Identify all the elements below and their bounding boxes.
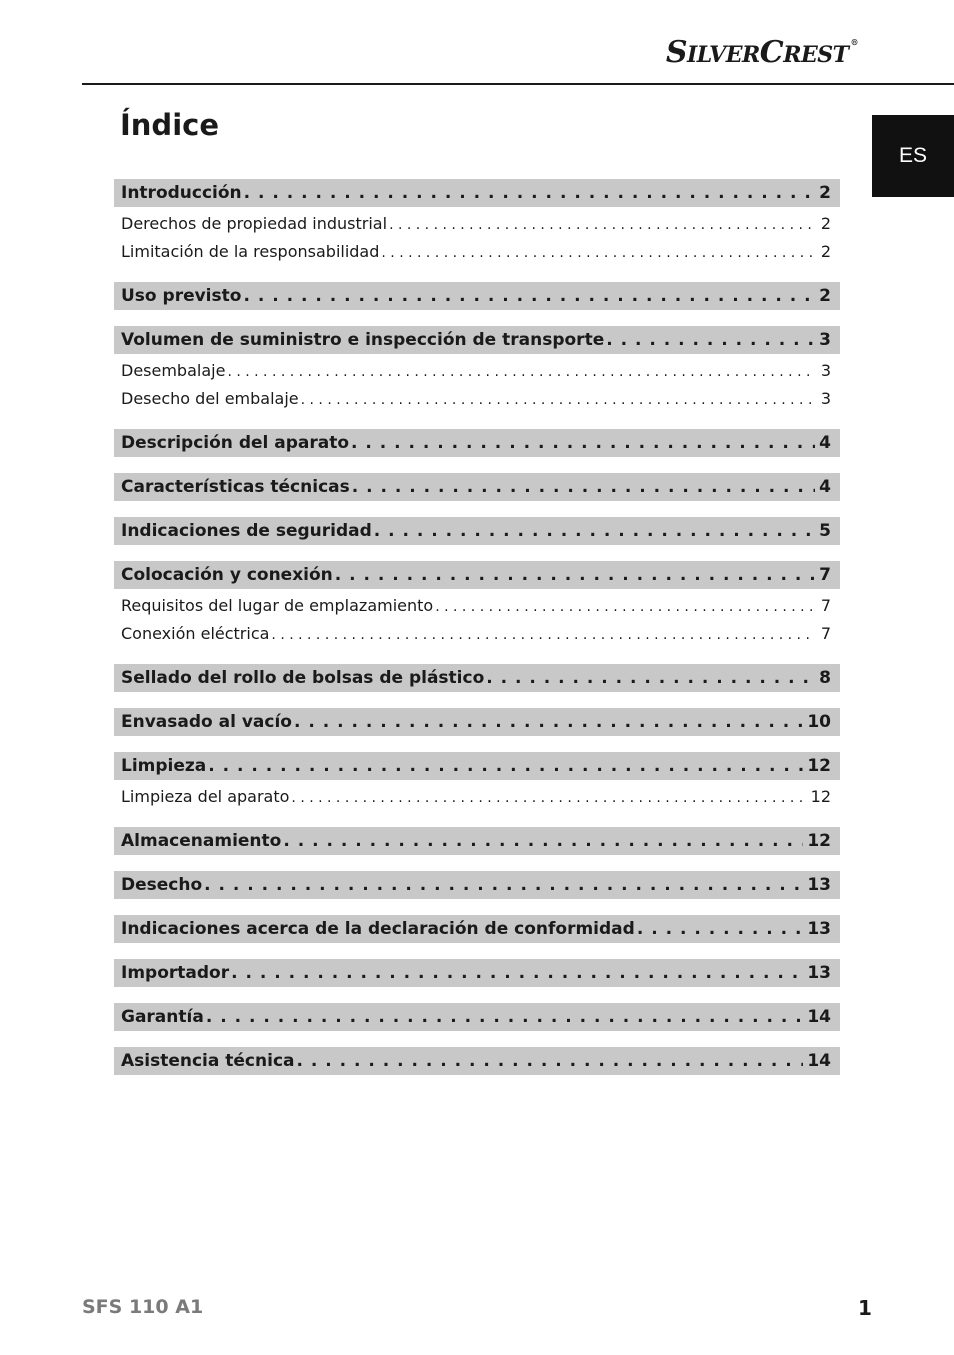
toc-section[interactable] (114, 282, 840, 310)
dot-leader (244, 179, 816, 207)
toc-subsection-page: 2 (820, 214, 831, 233)
toc-section-page: 3 (819, 330, 831, 350)
toc-subsection-page: 12 (810, 787, 831, 806)
toc-subsection[interactable] (114, 357, 840, 385)
section-gap (114, 310, 840, 326)
toc-subsection-page: 3 (820, 361, 831, 380)
toc-subsection-label: Limpieza del aparato (121, 787, 290, 806)
section-gap (114, 943, 840, 959)
toc-section-label: Introducción (121, 183, 242, 203)
table-of-contents (114, 179, 840, 1075)
toc-subsection-label: Derechos de propiedad industrial (121, 214, 388, 233)
toc-section-label: Sellado del rollo de bolsas de plástico (121, 668, 485, 688)
page-title: Índice (120, 108, 219, 142)
dot-leader (297, 1047, 804, 1075)
language-tab: ES (872, 115, 954, 197)
section-gap (114, 736, 840, 752)
dot-leader (389, 211, 813, 238)
toc-subsection-label: Conexión eléctrica (121, 624, 270, 643)
toc-section-label: Descripción del aparato (121, 433, 350, 453)
silvercrest-logo: SILVERCREST ® (665, 35, 858, 70)
toc-section[interactable] (114, 915, 840, 943)
toc-section-page: 14 (807, 1007, 831, 1027)
toc-section-page: 13 (807, 963, 831, 983)
toc-section-label: Indicaciones de seguridad (121, 521, 372, 541)
toc-subsection-label: Requisitos del lugar de emplazamiento (121, 596, 434, 615)
toc-section[interactable] (114, 664, 840, 692)
toc-section-label: Garantía (121, 1007, 204, 1027)
toc-section[interactable] (114, 429, 840, 457)
toc-section-page: 4 (819, 477, 831, 497)
toc-section-label: Asistencia técnica (121, 1051, 295, 1071)
dot-leader (637, 915, 804, 943)
dot-leader (294, 708, 803, 736)
dot-leader (301, 386, 813, 413)
toc-section-label: Almacenamiento (121, 831, 282, 851)
footer-page-number: 1 (858, 1296, 872, 1320)
toc-section[interactable] (114, 959, 840, 987)
dot-leader (352, 473, 815, 501)
toc-section[interactable] (114, 752, 840, 780)
dot-leader (435, 593, 813, 620)
toc-section-page: 7 (819, 565, 831, 585)
toc-section[interactable] (114, 517, 840, 545)
toc-section-label: Indicaciones acerca de la declaración de conformidad (121, 919, 635, 939)
dot-leader (208, 752, 803, 780)
section-gap (114, 811, 840, 827)
section-gap (114, 899, 840, 915)
toc-subsection-page: 7 (820, 596, 831, 615)
toc-section-page: 4 (819, 433, 831, 453)
toc-section[interactable] (114, 179, 840, 207)
dot-leader (227, 358, 812, 385)
toc-subsection-page: 3 (820, 389, 831, 408)
toc-section[interactable] (114, 871, 840, 899)
toc-section[interactable] (114, 561, 840, 589)
dot-leader (204, 871, 803, 899)
toc-subsection-page: 2 (820, 242, 831, 261)
toc-section-page: 2 (819, 286, 831, 306)
toc-subsection[interactable] (114, 620, 840, 648)
dot-leader (381, 239, 812, 266)
section-gap (114, 545, 840, 561)
toc-subsection-label: Limitación de la responsabilidad (121, 242, 380, 261)
header-rule (82, 83, 954, 85)
dot-leader (231, 959, 803, 987)
toc-subsection[interactable] (114, 210, 840, 238)
section-gap (114, 457, 840, 473)
toc-section[interactable] (114, 473, 840, 501)
section-gap (114, 501, 840, 517)
toc-section-page: 13 (807, 875, 831, 895)
toc-section-page: 14 (807, 1051, 831, 1071)
toc-section-label: Importador (121, 963, 230, 983)
section-gap (114, 855, 840, 871)
dot-leader (351, 429, 815, 457)
toc-section-label: Limpieza (121, 756, 207, 776)
dot-leader (283, 827, 803, 855)
section-gap (114, 266, 840, 282)
toc-subsection[interactable] (114, 238, 840, 266)
toc-section-page: 12 (807, 756, 831, 776)
dot-leader (243, 282, 815, 310)
dot-leader (335, 561, 815, 589)
toc-section-label: Uso previsto (121, 286, 242, 306)
toc-section[interactable] (114, 827, 840, 855)
dot-leader (486, 664, 815, 692)
section-gap (114, 692, 840, 708)
toc-section-label: Desecho (121, 875, 203, 895)
toc-section-label: Características técnicas (121, 477, 350, 497)
toc-section-label: Envasado al vacío (121, 712, 292, 732)
toc-section-page: 12 (807, 831, 831, 851)
dot-leader (374, 517, 815, 545)
toc-section-page: 10 (807, 712, 831, 732)
toc-section-page: 5 (819, 521, 831, 541)
toc-section-label: Colocación y conexión (121, 565, 333, 585)
dot-leader (291, 784, 802, 811)
dot-leader (206, 1003, 804, 1031)
dot-leader (271, 621, 812, 648)
toc-subsection[interactable] (114, 783, 840, 811)
toc-section-page: 13 (807, 919, 831, 939)
toc-section[interactable] (114, 326, 840, 354)
toc-section-label: Volumen de suministro e inspección de transporte (121, 330, 605, 350)
section-gap (114, 413, 840, 429)
section-gap (114, 1031, 840, 1047)
section-gap (114, 648, 840, 664)
dot-leader (606, 326, 815, 354)
footer-model: SFS 110 A1 (82, 1296, 204, 1318)
toc-subsection-page: 7 (820, 624, 831, 643)
toc-section[interactable] (114, 1047, 840, 1075)
toc-section[interactable] (114, 1003, 840, 1031)
toc-section-page: 2 (819, 183, 831, 203)
toc-section[interactable] (114, 708, 840, 736)
toc-subsection[interactable] (114, 385, 840, 413)
toc-subsection-label: Desembalaje (121, 361, 226, 380)
toc-section-page: 8 (819, 668, 831, 688)
section-gap (114, 987, 840, 1003)
toc-subsection[interactable] (114, 592, 840, 620)
toc-subsection-label: Desecho del embalaje (121, 389, 299, 408)
